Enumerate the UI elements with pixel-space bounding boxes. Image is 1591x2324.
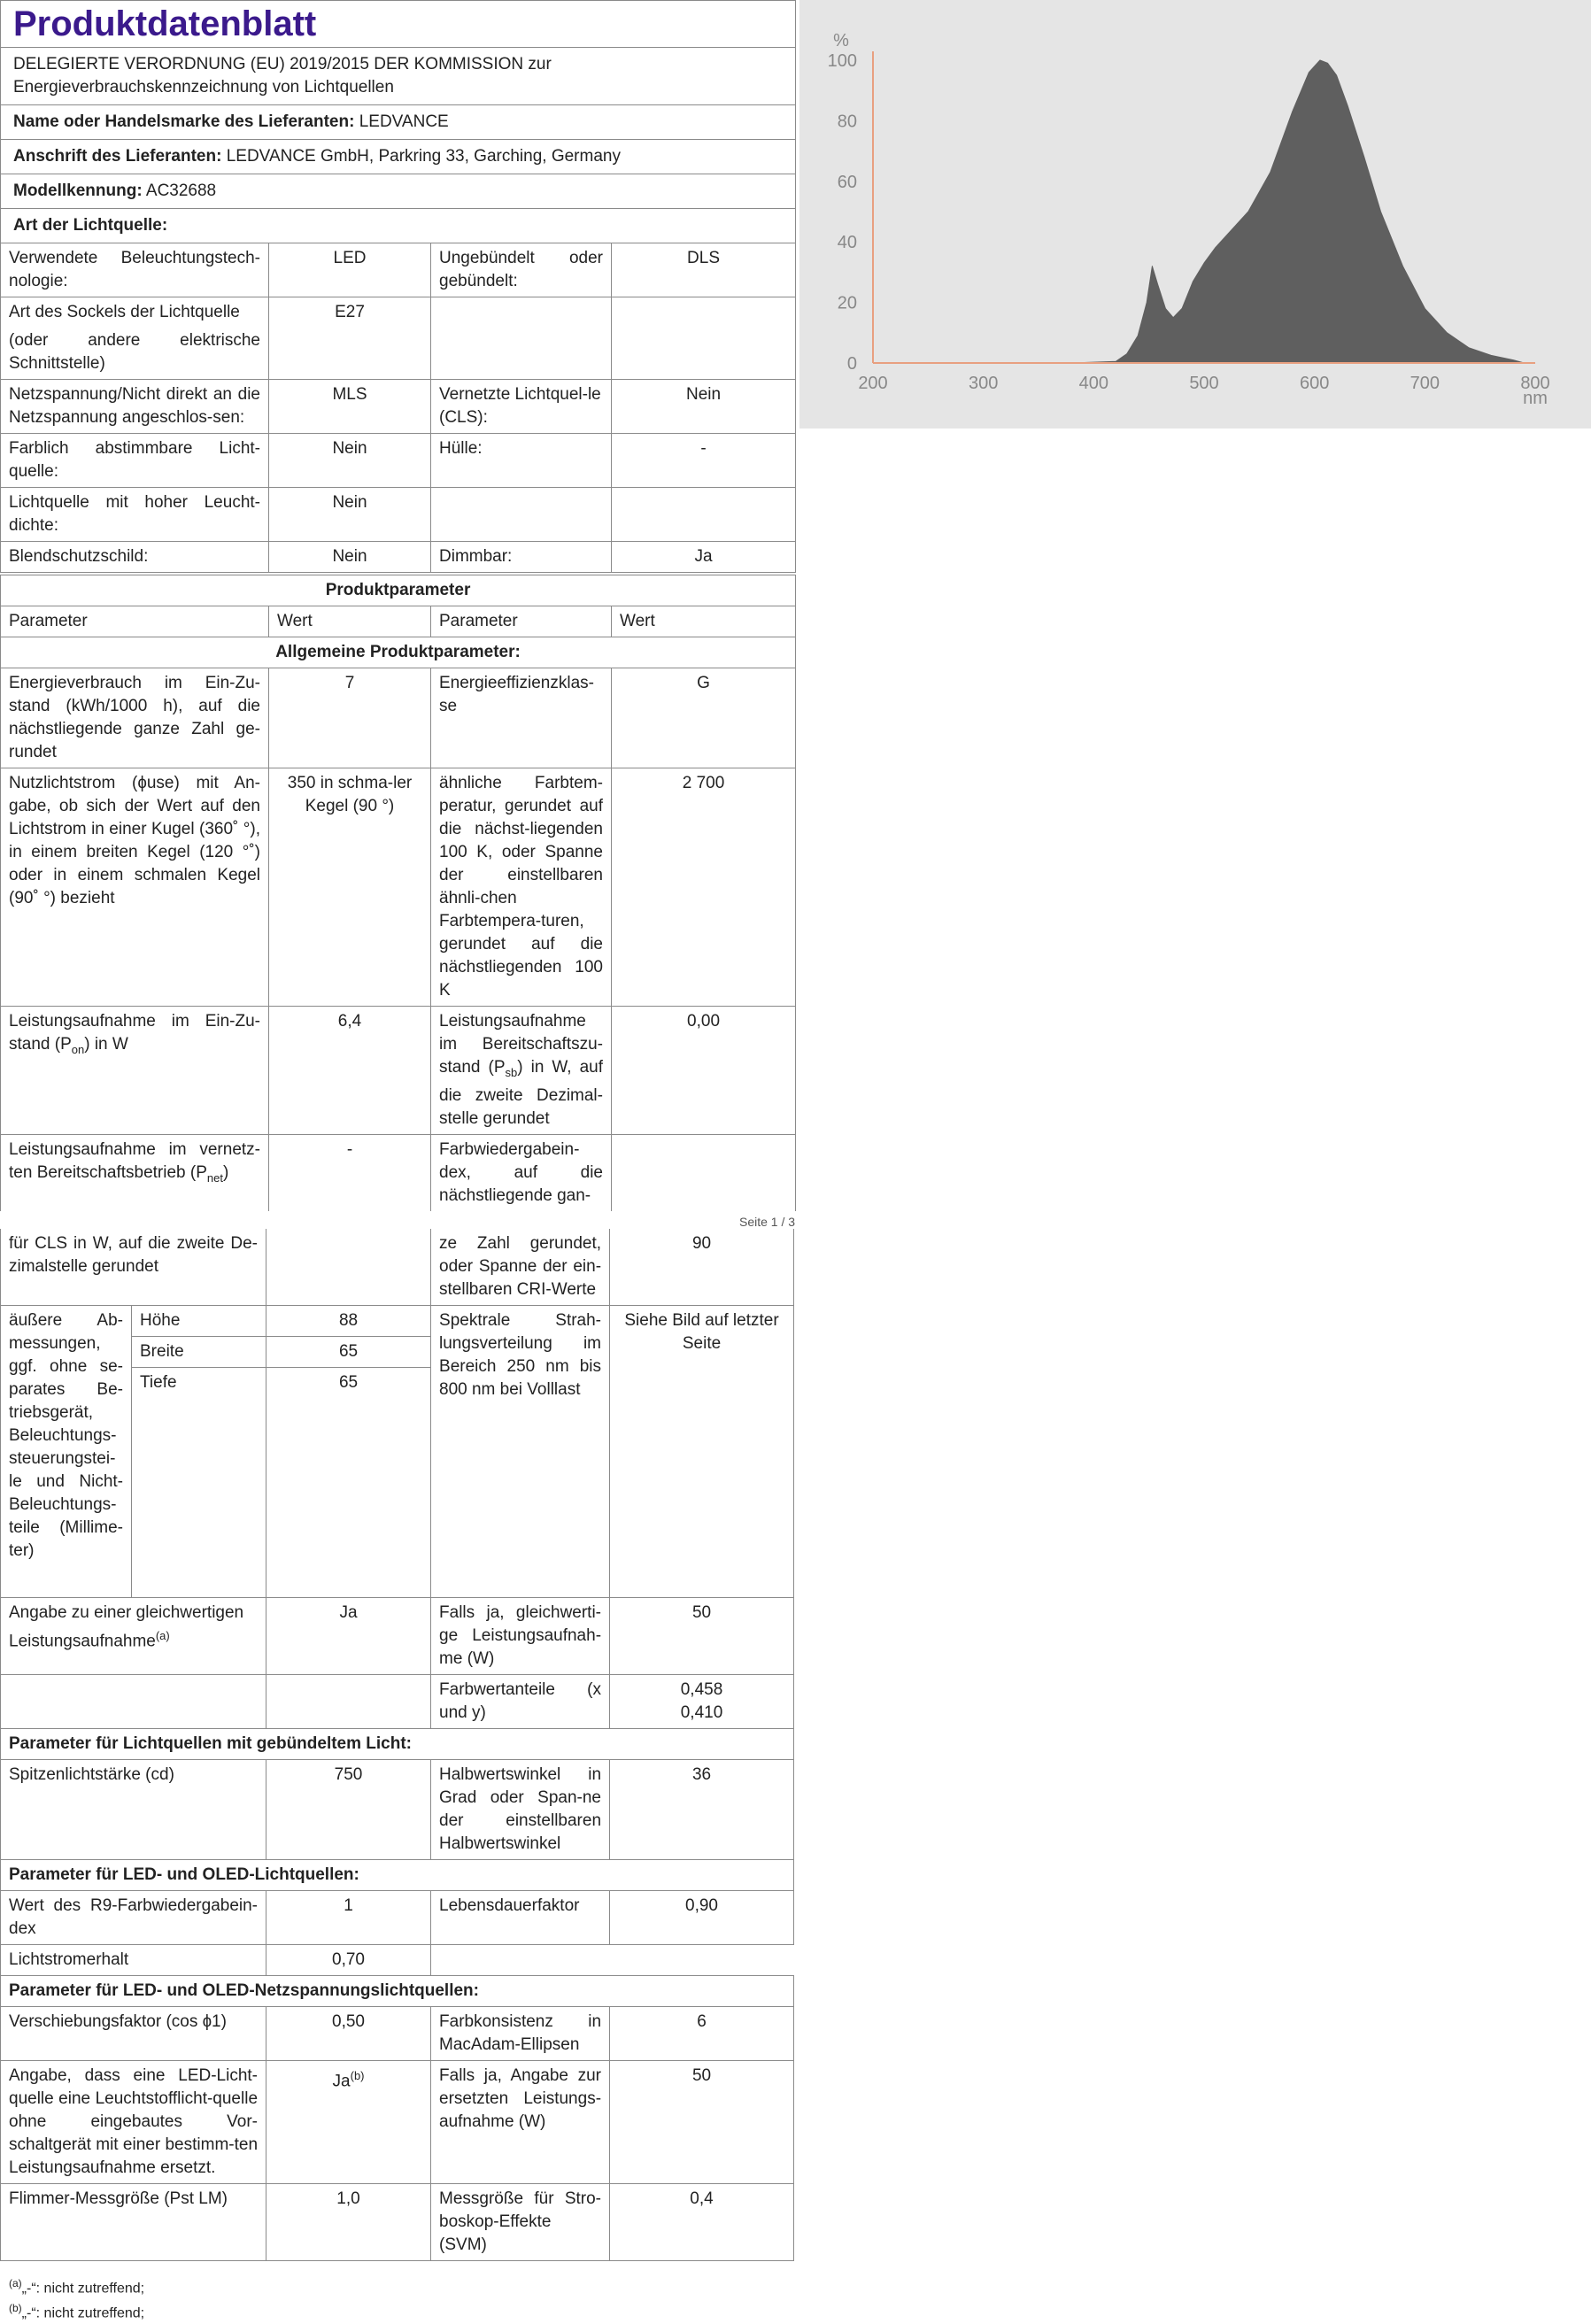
param-value: 0,90 (610, 1891, 794, 1945)
param-value: 2 700 (612, 768, 796, 1007)
type-row (1, 380, 796, 434)
param-value: 50 (610, 1598, 794, 1675)
dimension-value: 88 (266, 1306, 431, 1337)
row-label: Lichtquelle mit hoher Leucht-dichte: (1, 488, 269, 542)
param-label: für CLS in W, auf die zweite De-zimalstelle gerundet (1, 1229, 266, 1306)
mains-heading: Parameter für LED- und OLED-Netzspannungslichtquellen: (1, 1976, 794, 2007)
dimension-value: 65 (266, 1368, 431, 1598)
param-value: 350 in schma-ler Kegel (90 °) (269, 768, 431, 1007)
x-tick-label: 600 (1299, 374, 1330, 393)
param-row (1, 1891, 794, 1945)
label-part: ) in W (84, 1035, 128, 1054)
label-subscript: net (206, 1170, 223, 1185)
footnote-mark: (b) (9, 2302, 22, 2315)
param-value: 6 (610, 2007, 794, 2061)
row-value: Nein (269, 434, 431, 488)
footnote-text: „-“: nicht zutreffend; (21, 2281, 145, 2297)
row-label: Dimmbar: (431, 542, 612, 573)
footnote-mark: (b) (350, 2069, 365, 2082)
param-label: Spektrale Strah-lungsverteilung im Bereich 250 nm bis 800 nm bei Volllast (431, 1306, 610, 1598)
x-tick-label: 700 (1410, 374, 1440, 393)
param-label: Halbwertswinkel in Grad oder Span-ne der einstellbaren Halbwertswinkel (431, 1760, 610, 1860)
x-tick-label: 300 (968, 374, 999, 393)
label-part: Leistungsaufnahme im Bereitschaftszu-stand (P (439, 1012, 603, 1077)
param-value (612, 1134, 796, 1211)
param-value: 36 (610, 1760, 794, 1860)
param-label: ze Zahl gerundet, oder Spanne der ein-stellbaren CRI-Werte (431, 1229, 610, 1306)
directional-heading: Parameter für Lichtquellen mit gebündeltem Licht: (1, 1729, 794, 1760)
label-part: Leistungsaufnahme im vernetz-ten Bereitschaftsbetrieb (P (9, 1139, 260, 1182)
x-tick-label: 800 (1520, 374, 1550, 393)
param-row (1, 1134, 796, 1211)
param-row (1, 668, 796, 768)
row-label (431, 297, 612, 380)
datasheet (0, 0, 795, 1211)
row-value: Nein (269, 488, 431, 542)
param-value: Siehe Bild auf letzter Seite (610, 1306, 794, 1598)
param-value: 7 (269, 668, 431, 768)
footnote (0, 2298, 793, 2323)
spectral-distribution-chart (799, 0, 1591, 429)
row-value: MLS (269, 380, 431, 434)
param-label: Spitzenlichtstärke (cd) (1, 1760, 266, 1860)
param-label (1, 1134, 269, 1211)
param-value: 750 (266, 1760, 431, 1860)
param-label: Farbwertanteile (x und y) (431, 1675, 610, 1729)
param-label: ähnliche Farbtem-peratur, gerundet auf die nächst-liegenden 100 K, oder Spanne der einstellbaren ähnli-chen Farbtempera-turen, gerundet auf die nächstliegenden 100 K (431, 768, 612, 1007)
label-subscript: sb (505, 1065, 518, 1079)
dimension-label: Tiefe (132, 1368, 266, 1598)
supplier-address-row (1, 140, 796, 174)
x-tick-label: 200 (858, 374, 888, 393)
param-label: Lebensdauerfaktor (431, 1891, 610, 1945)
column-header: Parameter (1, 606, 269, 637)
column-header: Parameter (431, 606, 612, 637)
param-label (1, 1007, 269, 1135)
chroma-y: 0,410 (680, 1703, 723, 1722)
label-part: Angabe zu einer gleichwertigen Leistungsaufnahme (9, 1603, 244, 1651)
y-tick-label: 20 (837, 293, 857, 313)
param-value: 50 (610, 2061, 794, 2184)
value-text: Ja (332, 2072, 351, 2091)
param-label: Messgröße für Stro-boskop-Effekte (SVM) (431, 2184, 610, 2261)
dimension-label: Breite (132, 1337, 266, 1368)
param-label: Angabe, dass eine LED-Licht-quelle eine Leuchtstofflicht-quelle ohne eingebautes Vor-schaltgerät mit einer bestimm-ten Leistungsaufnahme ersetzt. (1, 2061, 266, 2184)
param-row (1, 1598, 794, 1675)
row-label (1, 297, 269, 380)
page-title: Produktdatenblatt (1, 1, 796, 48)
row-label: Verwendete Beleuchtungstech-nologie: (1, 243, 269, 297)
param-value: 6,4 (269, 1007, 431, 1135)
param-label (1, 1675, 266, 1729)
param-value: 90 (610, 1229, 794, 1306)
row-label: Farblich abstimmbare Licht-quelle: (1, 434, 269, 488)
footnote-mark: (a) (9, 2277, 22, 2289)
row-label-line: Art des Sockels der Lichtquelle (9, 303, 240, 321)
y-tick-label: 80 (837, 112, 857, 132)
param-label: Farbwiedergabein-dex, auf die nächstliegende gan- (431, 1134, 612, 1211)
param-row (1, 768, 796, 1007)
footnote-text: „-“: nicht zutreffend; (21, 2305, 145, 2321)
param-value: 1,0 (266, 2184, 431, 2261)
param-value: G (612, 668, 796, 768)
supplier-name-row (1, 105, 796, 140)
type-row (1, 434, 796, 488)
row-label (431, 488, 612, 542)
header-table (0, 0, 796, 573)
dimension-row (1, 1306, 794, 1337)
column-header-row (1, 606, 796, 637)
param-label: Farbkonsistenz in MacAdam-Ellipsen (431, 2007, 610, 2061)
row-value: Ja (612, 542, 796, 573)
param-label: Falls ja, Angabe zur ersetzten Leistungs-aufnahme (W) (431, 2061, 610, 2184)
model-row (1, 174, 796, 209)
label-part: Leistungsaufnahme im Ein-Zu-stand (P (9, 1012, 260, 1054)
footnote-mark: (a) (155, 1629, 170, 1642)
page-number: Seite 1 / 3 (739, 1215, 796, 1229)
row-value: E27 (269, 297, 431, 380)
param-row (1, 1007, 796, 1135)
param-value (266, 2061, 431, 2184)
row-label: Vernetzte Lichtquel-le (CLS): (431, 380, 612, 434)
row-label: Ungebündelt oder gebündelt: (431, 243, 612, 297)
param-label: Energieverbrauch im Ein-Zu-stand (kWh/1000 h), auf die nächstliegende ganze Zahl ge-rundet (1, 668, 269, 768)
datasheet-page-2 (0, 1229, 793, 2324)
row-value: DLS (612, 243, 796, 297)
row-value: Nein (612, 380, 796, 434)
row-label: Blendschutzschild: (1, 542, 269, 573)
dimension-label: Höhe (132, 1306, 266, 1337)
param-label: Lichtstromerhalt (1, 1945, 266, 1976)
param-label: Energieeffizienzklas-se (431, 668, 612, 768)
param-row (1, 1675, 794, 1729)
footnote (0, 2274, 793, 2298)
supplier-address: LEDVANCE GmbH, Parkring 33, Garching, Germany (226, 147, 621, 166)
light-source-type-heading: Art der Lichtquelle: (1, 209, 796, 243)
param-value: 1 (266, 1891, 431, 1945)
x-axis-label: nm (1523, 389, 1548, 408)
regulation-text: DELEGIERTE VERORDNUNG (EU) 2019/2015 DER KOMMISSION zur Energieverbrauchskennzeichnung von Lichtquellen (1, 48, 796, 105)
row-value (612, 488, 796, 542)
row-label-line: (oder andere elektrische Schnittstelle) (9, 331, 260, 373)
spectrum-area (1071, 60, 1524, 363)
type-row (1, 297, 796, 380)
row-value: - (612, 434, 796, 488)
param-row (1, 1760, 794, 1860)
type-row (1, 488, 796, 542)
empty-cell (431, 1945, 794, 1976)
param-row (1, 2184, 794, 2261)
param-row (1, 2061, 794, 2184)
led-heading: Parameter für LED- und OLED-Lichtquellen: (1, 1860, 794, 1891)
row-value: LED (269, 243, 431, 297)
x-tick-label: 500 (1189, 374, 1219, 393)
param-value: Ja (266, 1598, 431, 1675)
param-label: Wert des R9-Farbwiedergabein-dex (1, 1891, 266, 1945)
param-label (431, 1007, 612, 1135)
param-value (266, 1229, 431, 1306)
supplier-name-label: Name oder Handelsmarke des Lieferanten: (13, 112, 355, 131)
param-value (266, 1675, 431, 1729)
param-label: Nutzlichtstrom (ɸuse) mit An-gabe, ob sich der Wert auf den Lichtstrom in einer Kugel (360˚ °), in einem breiten Kegel (120 °˚) oder in einem schmalen Kegel (90˚ °) bezieht (1, 768, 269, 1007)
model-label: Modellkennung: (13, 181, 143, 200)
params-table-continued (0, 1229, 794, 2261)
general-params-heading: Allgemeine Produktparameter: (1, 637, 796, 668)
dimensions-label: äußere Ab-messungen, ggf. ohne se-parates Be-triebsgerät, Beleuchtungs-steuerungstei-le und Nicht-Beleuchtungs-teile (Millime-ter) (1, 1306, 132, 1598)
param-label (1, 1598, 266, 1675)
product-params-heading: Produktparameter (1, 575, 796, 606)
y-tick-label: 60 (837, 172, 857, 192)
type-row (1, 243, 796, 297)
param-value: 0,50 (266, 2007, 431, 2061)
dimension-value: 65 (266, 1337, 431, 1368)
y-tick-label: 40 (837, 233, 857, 253)
x-tick-label: 400 (1078, 374, 1109, 393)
footnotes (0, 2274, 793, 2324)
param-label: Flimmer-Messgröße (Pst LM) (1, 2184, 266, 2261)
supplier-address-label: Anschrift des Lieferanten: (13, 147, 222, 166)
params-table (0, 575, 796, 1211)
row-value (612, 297, 796, 380)
type-row (1, 542, 796, 573)
param-label: Verschiebungsfaktor (cos ɸ1) (1, 2007, 266, 2061)
spectrum-svg (799, 0, 1591, 429)
param-value (610, 1675, 794, 1729)
y-axis-label: % (833, 31, 849, 50)
column-header: Wert (612, 606, 796, 637)
y-tick-label: 100 (827, 51, 857, 71)
label-part: ) in W, auf die zweite Dezimal-stelle gerundet (439, 1058, 604, 1128)
label-subscript: on (71, 1042, 85, 1056)
row-value: Nein (269, 542, 431, 573)
param-value: 0,4 (610, 2184, 794, 2261)
param-row (1, 1229, 794, 1306)
y-tick-label: 0 (846, 354, 857, 374)
param-value: - (269, 1134, 431, 1211)
supplier-name: LEDVANCE (359, 112, 449, 131)
row-label: Netzspannung/Nicht direkt an die Netzspannung angeschlos-sen: (1, 380, 269, 434)
label-part: ) (222, 1162, 229, 1182)
column-header: Wert (269, 606, 431, 637)
row-label: Hülle: (431, 434, 612, 488)
param-row (1, 2007, 794, 2061)
param-label: Falls ja, gleichwerti-ge Leistungsaufnah-me (W) (431, 1598, 610, 1675)
model-id: AC32688 (145, 181, 217, 200)
param-value: 0,00 (612, 1007, 796, 1135)
chroma-x: 0,458 (680, 1680, 723, 1699)
param-value: 0,70 (266, 1945, 431, 1976)
param-row (1, 1945, 794, 1976)
